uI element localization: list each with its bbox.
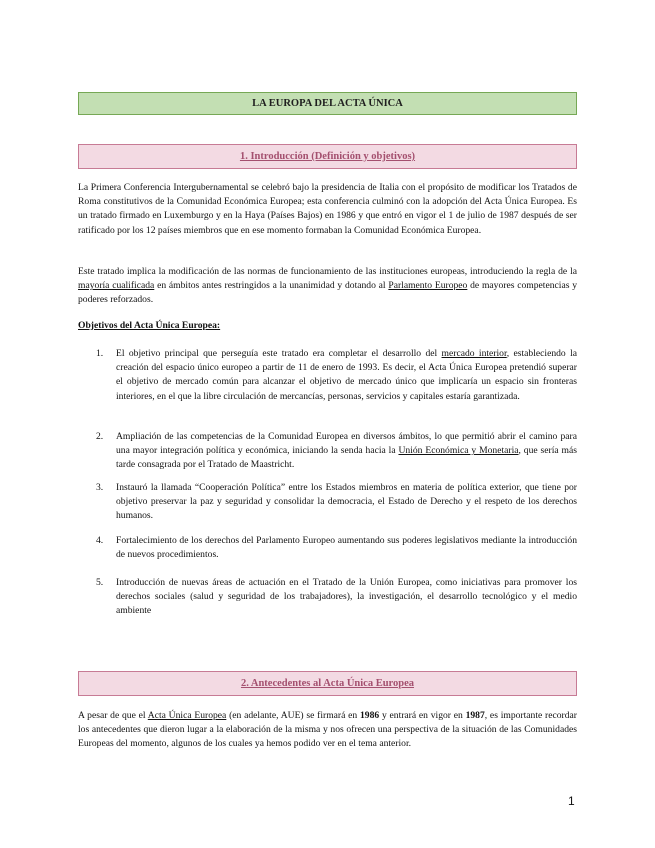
antecedentes-text-b: (en adelante, AUE) se firmará en bbox=[226, 710, 360, 721]
para2-text-b: en ámbitos antes restringidos a la unanimidad y dotando al bbox=[154, 280, 389, 292]
intro-paragraph-2 bbox=[78, 265, 577, 308]
objective-2-text-b: , que sería más tarde consagrada por el Tratado de Maastricht. bbox=[116, 445, 578, 471]
section-2-heading-text[interactable]: 2. Antecedentes al Acta Única Europea bbox=[240, 678, 415, 689]
objective-item-5 bbox=[78, 576, 577, 619]
objective-1-text-b: , estableciendo la creación del espacio único europeo a partir de 11 de enero de 1993. Es decir, el Acta Única Europea pretendió superar el objetivo de mercado común para alcanzar el objetivo de mercado único que implicaría un espacio sin fronteras interiores, en el que la libre circulación de mercancías, personas, servicios y capitales estaría garantizada. bbox=[116, 348, 577, 402]
objective-item-1 bbox=[78, 347, 577, 404]
objective-text: Fortalecimiento de los derechos del Parlamento Europeo aumentando sus poderes legislativos mediante la introducción de nuevos procedimientos. bbox=[116, 535, 577, 561]
objective-text: Instauró la llamada “Cooperación Política” entre los Estados miembros en materia de política exterior, que tiene por objetivo preservar la paz y seguridad y consolidar la democracia, el Estado de Derecho y el respeto de los derechos humanos. bbox=[116, 482, 577, 522]
section-1-heading bbox=[78, 144, 577, 169]
document-title: LA EUROPA DEL ACTA ÚNICA bbox=[78, 92, 577, 115]
objectives-heading: Objetivos del Acta Única Europea: bbox=[78, 320, 221, 331]
para2-text-a: Este tratado implica la modificación de las normas de funcionamiento de las instituciones europeas, introduciendo la regla de la bbox=[78, 266, 577, 277]
antecedentes-text-a: A pesar de que el bbox=[78, 710, 148, 721]
list-number: 1. bbox=[96, 348, 104, 359]
page-number: 1 bbox=[568, 794, 575, 808]
objective-1-text-a: El objetivo principal que perseguía este tratado era completar el desarrollo del bbox=[116, 348, 442, 359]
link-acta-unica-europea[interactable]: Acta Única Europea bbox=[147, 710, 227, 721]
objective-text bbox=[116, 347, 577, 404]
objective-item-4 bbox=[78, 534, 577, 562]
objective-text bbox=[116, 430, 577, 473]
intro-paragraph-1: La Primera Conferencia Intergubernamental se celebró bajo la presidencia de Italia con el propósito de modificar los Tratados de Roma constitutivos de la Comunidad Económica Europea; esta conferencia culminó con la adopción del Acta Única Europea. Es un tratado firmado en Luxemburgo y en la Haya (Países Bajos) en 1986 y que entró en vigor el 1 de julio de 1987 después de ser ratificado por los 12 países miembros que en ese momento formaban la Comunidad Económica Europea. bbox=[78, 182, 577, 236]
link-mercado-interior[interactable]: mercado interior bbox=[441, 348, 507, 359]
link-parlamento-europeo[interactable]: Parlamento Europeo bbox=[388, 280, 468, 292]
objective-item-2 bbox=[78, 430, 577, 473]
year-in-force: 1987 bbox=[465, 710, 485, 721]
year-signed: 1986 bbox=[359, 710, 380, 721]
objective-text: Introducción de nuevas áreas de actuación en el Tratado de la Unión Europea, como iniciativas para promover los derechos sociales (salud y seguridad de los trabajadores), la investigación, el desarrollo tecnológico y el medio ambiente bbox=[116, 577, 577, 617]
antecedentes-text-c: y entrará en vigor en bbox=[379, 710, 466, 721]
objective-item-3 bbox=[78, 481, 577, 524]
section-1-heading-text[interactable]: 1. Introducción (Definición y objetivos) bbox=[239, 151, 416, 162]
list-number: 2. bbox=[96, 431, 104, 442]
objective-2-text-a: Ampliación de las competencias de la Comunidad Europea en diversos ámbitos, lo que permitió abrir el camino para una mayor integración política y económica, iniciando la senda hacia la bbox=[116, 431, 577, 457]
antecedentes-text-d: , es importante recordar los antecedentes que dieron lugar a la elaboración de la misma y nos ofrecen una perspectiva de la situación de las Comunidades Europeas del momento, algunos de los cuales ya hemos podido ver en el tema anterior. bbox=[78, 710, 577, 750]
para2-text-c: de mayores competencias y poderes reforzados. bbox=[78, 280, 578, 306]
antecedentes-paragraph bbox=[78, 709, 577, 752]
list-number: 5. bbox=[96, 577, 104, 588]
link-union-economica-monetaria[interactable]: Unión Económica y Monetaria bbox=[398, 445, 519, 457]
link-mayoria-cualificada[interactable]: mayoría cualificada bbox=[78, 280, 155, 292]
list-number: 3. bbox=[96, 482, 104, 493]
list-number: 4. bbox=[96, 535, 104, 546]
section-2-heading bbox=[78, 671, 577, 696]
